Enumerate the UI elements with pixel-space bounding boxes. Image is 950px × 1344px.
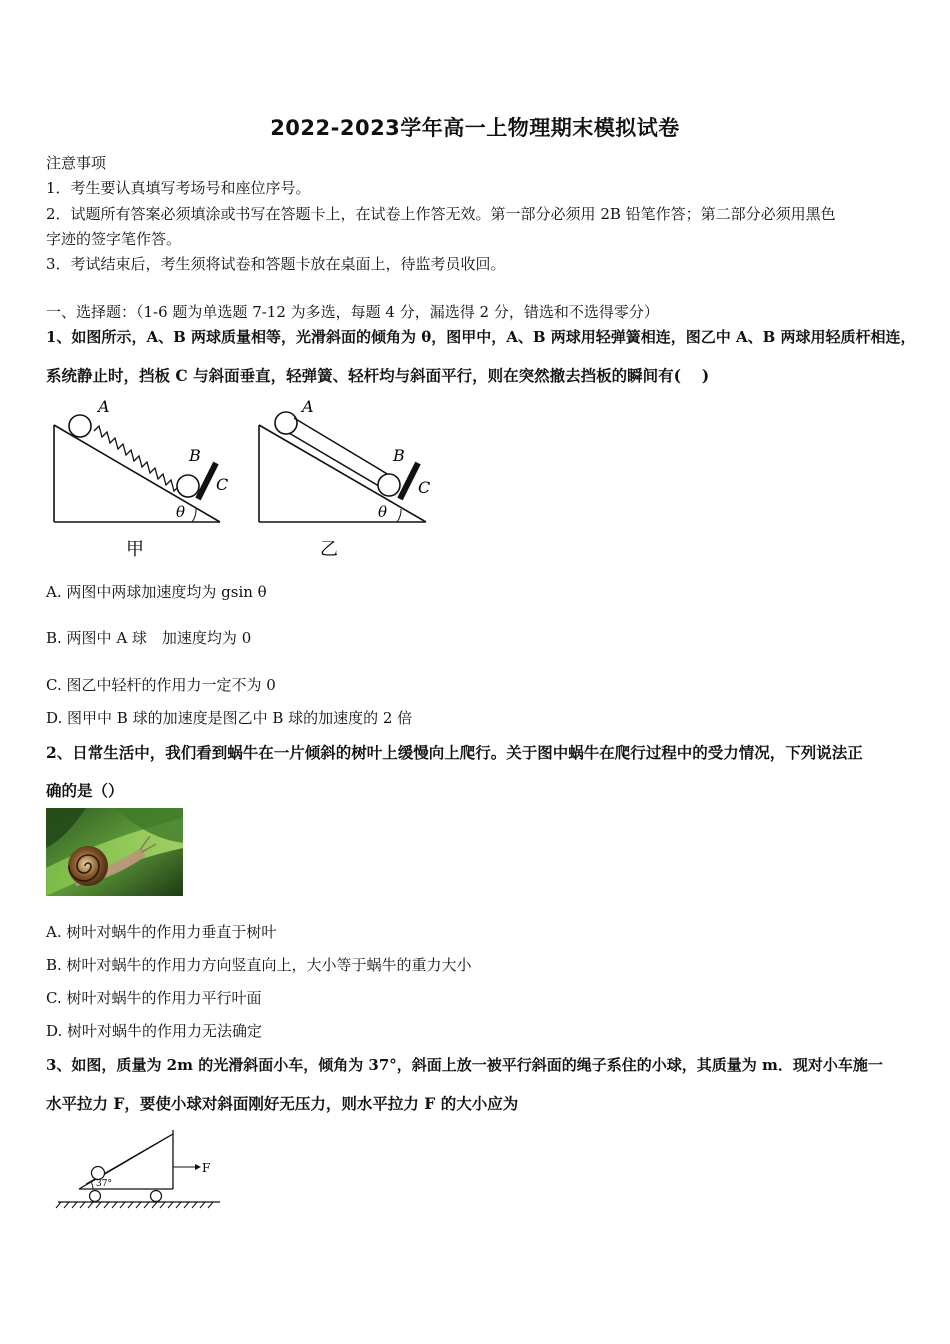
label-b: B <box>189 446 201 465</box>
notice-heading: 注意事项 <box>46 154 107 172</box>
q2-text-line2: 确的是（） <box>46 781 124 800</box>
label-c: C <box>216 475 229 494</box>
q2-option-d: D. 树叶对蜗牛的作用力无法确定 <box>46 1022 263 1040</box>
q1-text-line2: 系统静止时，挡板 C 与斜面垂直，轻弹簧、轻杆均与斜面平行，则在突然撤去挡板的瞬间有( ) <box>46 366 710 385</box>
q1-figure-yi <box>252 395 442 565</box>
snail-photo <box>46 808 183 896</box>
q1-option-c: C. 图乙中轻杆的作用力一定不为 0 <box>46 676 276 694</box>
q1-option-a: A. 两图中两球加速度均为 gsin θ <box>46 583 267 601</box>
label-a: A <box>98 397 110 416</box>
label-a: A <box>302 397 314 416</box>
notice-item-2: 2．试题所有答案必须填涂或书写在答题卡上，在试卷上作答无效。第一部分必须用 2B 铅笔作答；第二部分必须用黑色 <box>46 205 836 223</box>
label-theta: θ <box>176 503 186 521</box>
notice-item-1: 1．考生要认真填写考场号和座位序号。 <box>46 179 311 197</box>
q1-figure-jia <box>46 395 236 565</box>
label-b: B <box>393 446 405 465</box>
label-angle: 37° <box>96 1179 112 1189</box>
label-jia: 甲 <box>126 539 144 560</box>
label-c: C <box>418 478 431 497</box>
q3-figure <box>55 1122 220 1212</box>
label-yi: 乙 <box>320 539 338 560</box>
q1-option-b: B. 两图中 A 球 加速度均为 0 <box>46 629 252 647</box>
section-heading: 一、选择题：（1-6 题为单选题 7-12 为多选，每题 4 分，漏选得 2 分，错选和不选得零分） <box>46 303 659 321</box>
notice-item-3: 3．考试结束后，考生须将试卷和答题卡放在桌面上，待监考员收回。 <box>46 255 506 273</box>
q3-text-line1: 3、如图，质量为 2m 的光滑斜面小车，倾角为 37°，斜面上放一被平行斜面的绳子系住的小球，其质量为 m．现对小车施一 <box>46 1056 883 1074</box>
q3-text-line2: 水平拉力 F，要使小球对斜面刚好无压力，则水平拉力 F 的大小应为 <box>46 1094 519 1113</box>
page-title: 2022-2023学年高一上物理期末模拟试卷 <box>270 116 680 140</box>
q1-text-line1: 1、如图所示，A、B 两球质量相等，光滑斜面的倾角为 θ，图甲中，A、B 两球用轻弹簧相连，图乙中 A、B 两球用轻质杆相连， <box>46 328 916 346</box>
notice-item-2-cont: 字迹的签字笔作答。 <box>46 230 182 248</box>
q1-option-d: D. 图甲中 B 球的加速度是图乙中 B 球的加速度的 2 倍 <box>46 709 413 727</box>
q2-option-a: A. 树叶对蜗牛的作用力垂直于树叶 <box>46 923 277 941</box>
label-force: F <box>202 1161 211 1175</box>
q2-text-line1: 2、日常生活中，我们看到蜗牛在一片倾斜的树叶上缓慢向上爬行。关于图中蜗牛在爬行过程中的受力情况，下列说法正 <box>46 743 863 762</box>
q2-option-c: C. 树叶对蜗牛的作用力平行叶面 <box>46 989 262 1007</box>
label-theta: θ <box>378 503 388 521</box>
q2-option-b: B. 树叶对蜗牛的作用力方向竖直向上，大小等于蜗牛的重力大小 <box>46 956 472 974</box>
